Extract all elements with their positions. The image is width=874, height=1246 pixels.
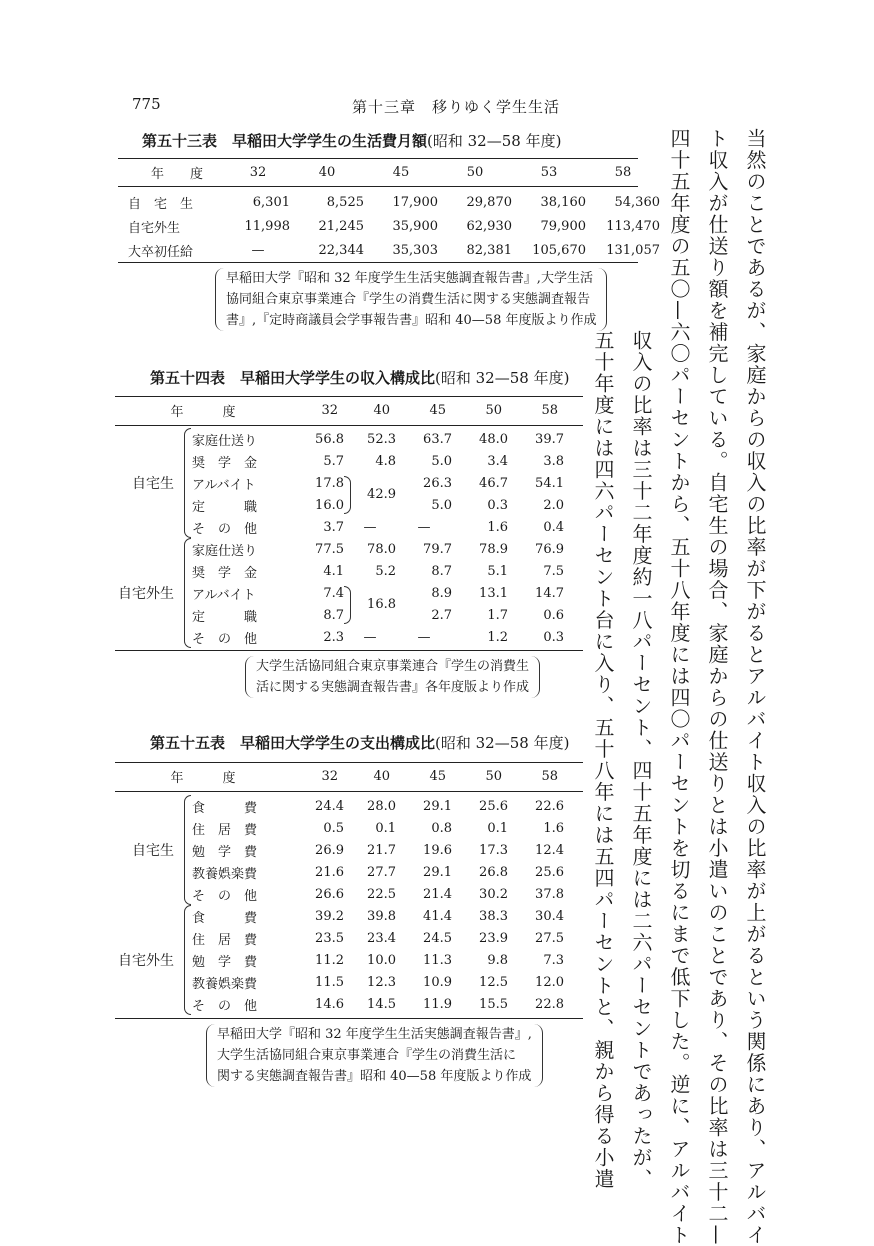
table-cell: 26.9 [315, 842, 344, 858]
row-label: アルバイト [192, 587, 256, 603]
table-cell: 11.3 [423, 952, 452, 968]
table-cell: 3.8 [543, 453, 564, 469]
header-cell: 32 [321, 768, 338, 784]
table55-top-rule [115, 762, 583, 763]
body-text-column-3: 四十五年度の五〇—六〇パーセントから、五十八年度には四〇パーセントを切るにまで低下した。逆に、アルバイト [667, 128, 691, 1246]
table-cell: 76.9 [535, 541, 564, 557]
table-cell: 0.8 [431, 820, 452, 836]
table55-title-years: (昭和 32—58 年度) [435, 734, 570, 752]
table54-title-main: 第五十四表 早稲田大学学生の収入構成比 [150, 369, 436, 387]
table-cell: 1.2 [487, 629, 508, 645]
table54-top-rule [115, 396, 583, 397]
table-cell: 10.9 [423, 974, 452, 990]
table-cell: 35,303 [392, 242, 438, 258]
table-cell: 39.8 [367, 908, 396, 924]
row-label: 大卒初任給 [128, 244, 194, 260]
group-label: 自宅生 [132, 843, 174, 859]
row-label: アルバイト [192, 477, 256, 493]
body-text-column-1: 当然のことであるが、家庭からの収入の比率が下がるとアルバイト収入の比率が上がるという関係にあり、アルバイ [743, 128, 767, 1246]
table-cell: 1.7 [487, 607, 508, 623]
table55-source-note [206, 1024, 543, 1087]
table-cell: 12.4 [535, 842, 564, 858]
table-cell: 22.5 [367, 886, 396, 902]
header-cell: 年 度 [170, 770, 236, 786]
table-cell: 0.1 [375, 820, 396, 836]
header-cell: 40 [318, 164, 336, 180]
table-cell: 17.3 [479, 842, 508, 858]
source-line: 早稲田大学『昭和 32 年度学生生活実態調査報告書』,大学生活 [226, 271, 593, 286]
table-cell: 5.1 [487, 563, 508, 579]
row-label: そ の 他 [192, 631, 258, 647]
table55-header [118, 764, 558, 788]
table-header-row [118, 764, 558, 788]
table-cell: 16.0 [315, 497, 344, 513]
table-cell: 30.2 [479, 886, 508, 902]
table-cell: 14.6 [315, 996, 344, 1012]
header-cell: 40 [373, 402, 390, 418]
table-cell: 7.4 [323, 585, 344, 601]
table-cell: 7.5 [543, 563, 564, 579]
table-cell: 39.2 [315, 908, 344, 924]
table-cell: 11.5 [315, 974, 344, 990]
table-row [128, 190, 660, 214]
table-row [128, 238, 660, 262]
table54-body [116, 428, 564, 648]
table-cell: 26.6 [315, 886, 344, 902]
table-cell: 21,245 [318, 218, 364, 234]
running-title: 第十三章 移りゆく学生生活 [352, 98, 561, 116]
table-cell: 11,998 [244, 218, 290, 234]
table-cell: 1.6 [543, 820, 564, 836]
table-cell: 41.4 [423, 908, 452, 924]
group-brace [178, 538, 192, 648]
table-cell: 35,900 [392, 218, 438, 234]
table-cell: 3.4 [487, 453, 508, 469]
table-cell: 22.6 [535, 798, 564, 814]
table-header-row [128, 160, 660, 184]
table-cell: — [363, 629, 377, 645]
body-text-column-2: ト収入が仕送り額を補完している。自宅生の場合、家庭からの仕送りとは小遣いのことであり、その比率は三十二— [705, 128, 729, 1246]
table-cell: 105,670 [532, 242, 586, 258]
table-cell: 22.8 [535, 996, 564, 1012]
group-brace [178, 795, 192, 905]
table-cell: 77.5 [315, 541, 344, 557]
group-label: 自宅外生 [118, 953, 174, 969]
source-line: 書』,『定時商議員会学事報告書』昭和 40—58 年度版より作成 [226, 313, 597, 328]
table-cell: 10.0 [367, 952, 396, 968]
table-cell: 9.8 [487, 952, 508, 968]
table54-title-years: (昭和 32—58 年度) [435, 369, 570, 387]
row-label: 自宅外生 [128, 220, 181, 236]
merged-cell: 16.8 [367, 596, 396, 612]
table55-title-main: 第五十五表 早稲田大学学生の支出構成比 [150, 734, 436, 752]
group-label: 自宅生 [132, 476, 174, 492]
table-cell: 1.6 [487, 519, 508, 535]
table-cell: — [251, 242, 265, 258]
page-number: 775 [132, 95, 161, 113]
row-label: そ の 他 [192, 888, 258, 904]
table54-title [150, 367, 569, 388]
header-cell: 年 度 [150, 166, 203, 182]
table-row [116, 428, 564, 450]
table-cell: 0.6 [543, 607, 564, 623]
table-cell: 24.4 [315, 798, 344, 814]
header-cell: 年 度 [170, 404, 236, 420]
table-cell: 30.4 [535, 908, 564, 924]
table-cell: 131,057 [606, 242, 660, 258]
table-cell: 23.9 [479, 930, 508, 946]
table-cell: 78.0 [367, 541, 396, 557]
table-cell: 21.4 [423, 886, 452, 902]
table-cell: 26.8 [479, 864, 508, 880]
table-cell: 21.6 [315, 864, 344, 880]
table55-title [150, 732, 569, 753]
header-cell: 50 [485, 768, 502, 784]
table-cell: 27.5 [535, 930, 564, 946]
table-cell: 26.3 [423, 475, 452, 491]
table54-bottom-rule [115, 650, 583, 651]
body-text-column-5: 五十年度には四六パーセント台に入り、五十八年には五四パーセントと、親から得る小遣 [591, 330, 615, 1190]
row-label: 住 居 費 [192, 932, 258, 948]
table-cell: 48.0 [479, 431, 508, 447]
source-line: 活に関する実態調査報告書』各年度版より作成 [256, 680, 530, 695]
group-brace [178, 428, 192, 538]
row-label: 食 費 [192, 910, 258, 926]
table-cell: 22,344 [318, 242, 364, 258]
source-line: 大学生活協同組合東京事業連合『学生の消費生活に [217, 1048, 517, 1063]
table-cell: 5.0 [431, 497, 452, 513]
header-cell: 58 [541, 402, 558, 418]
source-line: 協同組合東京事業連合『学生の消費生活に関する実態調査報告 [226, 292, 591, 307]
row-label: 定 職 [192, 499, 258, 515]
header-cell: 45 [429, 768, 446, 784]
table-cell: 54.1 [535, 475, 564, 491]
table-cell: 12.0 [535, 974, 564, 990]
row-label: 家庭仕送り [192, 433, 258, 449]
header-cell: 58 [614, 164, 632, 180]
row-label: 家庭仕送り [192, 543, 258, 559]
row-label: 奨 学 金 [192, 455, 258, 471]
table53-source-note [215, 268, 607, 331]
table-cell: 2.3 [323, 629, 344, 645]
table-cell: 82,381 [466, 242, 512, 258]
table-cell: 11.9 [423, 996, 452, 1012]
table-cell: 21.7 [367, 842, 396, 858]
table55-body [116, 795, 564, 1015]
table-cell: 8,525 [326, 194, 364, 210]
table-cell: 54,360 [614, 194, 660, 210]
table53-top-rule [118, 158, 638, 159]
header-cell: 50 [485, 402, 502, 418]
table-cell: 0.3 [543, 629, 564, 645]
header-cell: 45 [429, 402, 446, 418]
table-row [116, 905, 564, 927]
row-label: 奨 学 金 [192, 565, 258, 581]
row-label: 教養娯楽費 [192, 976, 258, 992]
table-cell: 4.1 [323, 563, 344, 579]
header-cell: 53 [540, 164, 558, 180]
table-cell: 39.7 [535, 431, 564, 447]
table-cell: 2.0 [543, 497, 564, 513]
table-cell: 13.1 [479, 585, 508, 601]
table-cell: — [363, 519, 377, 535]
table53-bottom-rule [118, 262, 638, 263]
table-cell: 8.7 [431, 563, 452, 579]
table-row [116, 538, 564, 560]
table-row [116, 795, 564, 817]
table-cell: 29.1 [423, 864, 452, 880]
row-label: 教養娯楽費 [192, 866, 258, 882]
group-brace [178, 905, 192, 1015]
table-cell: 46.7 [479, 475, 508, 491]
table-cell: 78.9 [479, 541, 508, 557]
table-header-row [118, 398, 558, 422]
table-cell: 37.8 [535, 886, 564, 902]
source-line: 大学生活協同組合東京事業連合『学生の消費生 [256, 659, 530, 674]
header-cell: 45 [392, 164, 410, 180]
table-cell: 52.3 [367, 431, 396, 447]
table-cell: 79.7 [423, 541, 452, 557]
table-cell: 28.0 [367, 798, 396, 814]
table-cell: 24.5 [423, 930, 452, 946]
table53-header [128, 160, 660, 184]
source-line: 早稲田大学『昭和 32 年度学生生活実態調査報告書』, [217, 1027, 532, 1042]
table-cell: 12.3 [367, 974, 396, 990]
table-cell: 0.3 [487, 497, 508, 513]
table-cell: 12.5 [479, 974, 508, 990]
table-cell: 15.5 [479, 996, 508, 1012]
table-cell: 23.5 [315, 930, 344, 946]
table53-header-rule [118, 186, 638, 187]
table-cell: 5.2 [375, 563, 396, 579]
table-cell: 29,870 [466, 194, 512, 210]
row-label: 自 宅 生 [128, 196, 194, 212]
table-cell: 7.3 [543, 952, 564, 968]
table53-title-years: (昭和 32—58 年度) [427, 132, 562, 150]
table-cell: 25.6 [535, 864, 564, 880]
header-cell: 32 [321, 402, 338, 418]
row-label: 定 職 [192, 609, 258, 625]
table-cell: 17,900 [392, 194, 438, 210]
table-cell: — [417, 629, 431, 645]
table-cell: 3.7 [323, 519, 344, 535]
header-cell: 50 [466, 164, 484, 180]
table-cell: 5.0 [431, 453, 452, 469]
table-cell: 38.3 [479, 908, 508, 924]
table-cell: 113,470 [606, 218, 660, 234]
group-label: 自宅外生 [118, 586, 174, 602]
merge-brace [344, 476, 351, 514]
table-cell: 8.7 [323, 607, 344, 623]
table54-header [118, 398, 558, 422]
table-cell: 6,301 [252, 194, 290, 210]
table53-title-main: 第五十三表 早稲田大学学生の生活費月額 [142, 132, 428, 150]
table-cell: 38,160 [540, 194, 586, 210]
header-cell: 58 [541, 768, 558, 784]
table-cell: 62,930 [466, 218, 512, 234]
header-cell: 32 [249, 164, 267, 180]
table-cell: 56.8 [315, 431, 344, 447]
table-cell: 25.6 [479, 798, 508, 814]
table-cell: 0.1 [487, 820, 508, 836]
table-cell: 5.7 [323, 453, 344, 469]
header-cell: 40 [373, 768, 390, 784]
table-cell: 19.6 [423, 842, 452, 858]
source-line: 関する実態調査報告書』昭和 40—58 年度版より作成 [217, 1069, 532, 1084]
table-cell: 0.4 [543, 519, 564, 535]
table-cell: 79,900 [540, 218, 586, 234]
body-text-column-4: 収入の比率は三十二年度約一八パーセント、四十五年度には二六パーセントであったが、 [629, 330, 653, 1190]
table-cell: 8.9 [431, 585, 452, 601]
table54-source-note [245, 656, 540, 698]
table-cell: 63.7 [423, 431, 452, 447]
merged-cell: 42.9 [367, 486, 396, 502]
row-label: 住 居 費 [192, 822, 258, 838]
table-cell: 11.2 [315, 952, 344, 968]
table-cell: 29.1 [423, 798, 452, 814]
table54-header-rule [115, 425, 583, 426]
row-label: 勉 学 費 [192, 844, 258, 860]
table-cell: — [417, 519, 431, 535]
table-cell: 17.8 [315, 475, 344, 491]
table-cell: 0.5 [323, 820, 344, 836]
table-cell: 27.7 [367, 864, 396, 880]
table53-body [128, 190, 660, 262]
row-label: 食 費 [192, 800, 258, 816]
table55-header-rule [115, 791, 583, 792]
table-cell: 23.4 [367, 930, 396, 946]
table55-bottom-rule [115, 1018, 583, 1019]
row-label: そ の 他 [192, 998, 258, 1014]
table-cell: 2.7 [431, 607, 452, 623]
table-cell: 14.7 [535, 585, 564, 601]
table-row [128, 214, 660, 238]
row-label: 勉 学 費 [192, 954, 258, 970]
table-cell: 4.8 [375, 453, 396, 469]
merge-brace [344, 586, 351, 624]
table-cell: 14.5 [367, 996, 396, 1012]
table53-title [142, 130, 561, 151]
row-label: そ の 他 [192, 521, 258, 537]
